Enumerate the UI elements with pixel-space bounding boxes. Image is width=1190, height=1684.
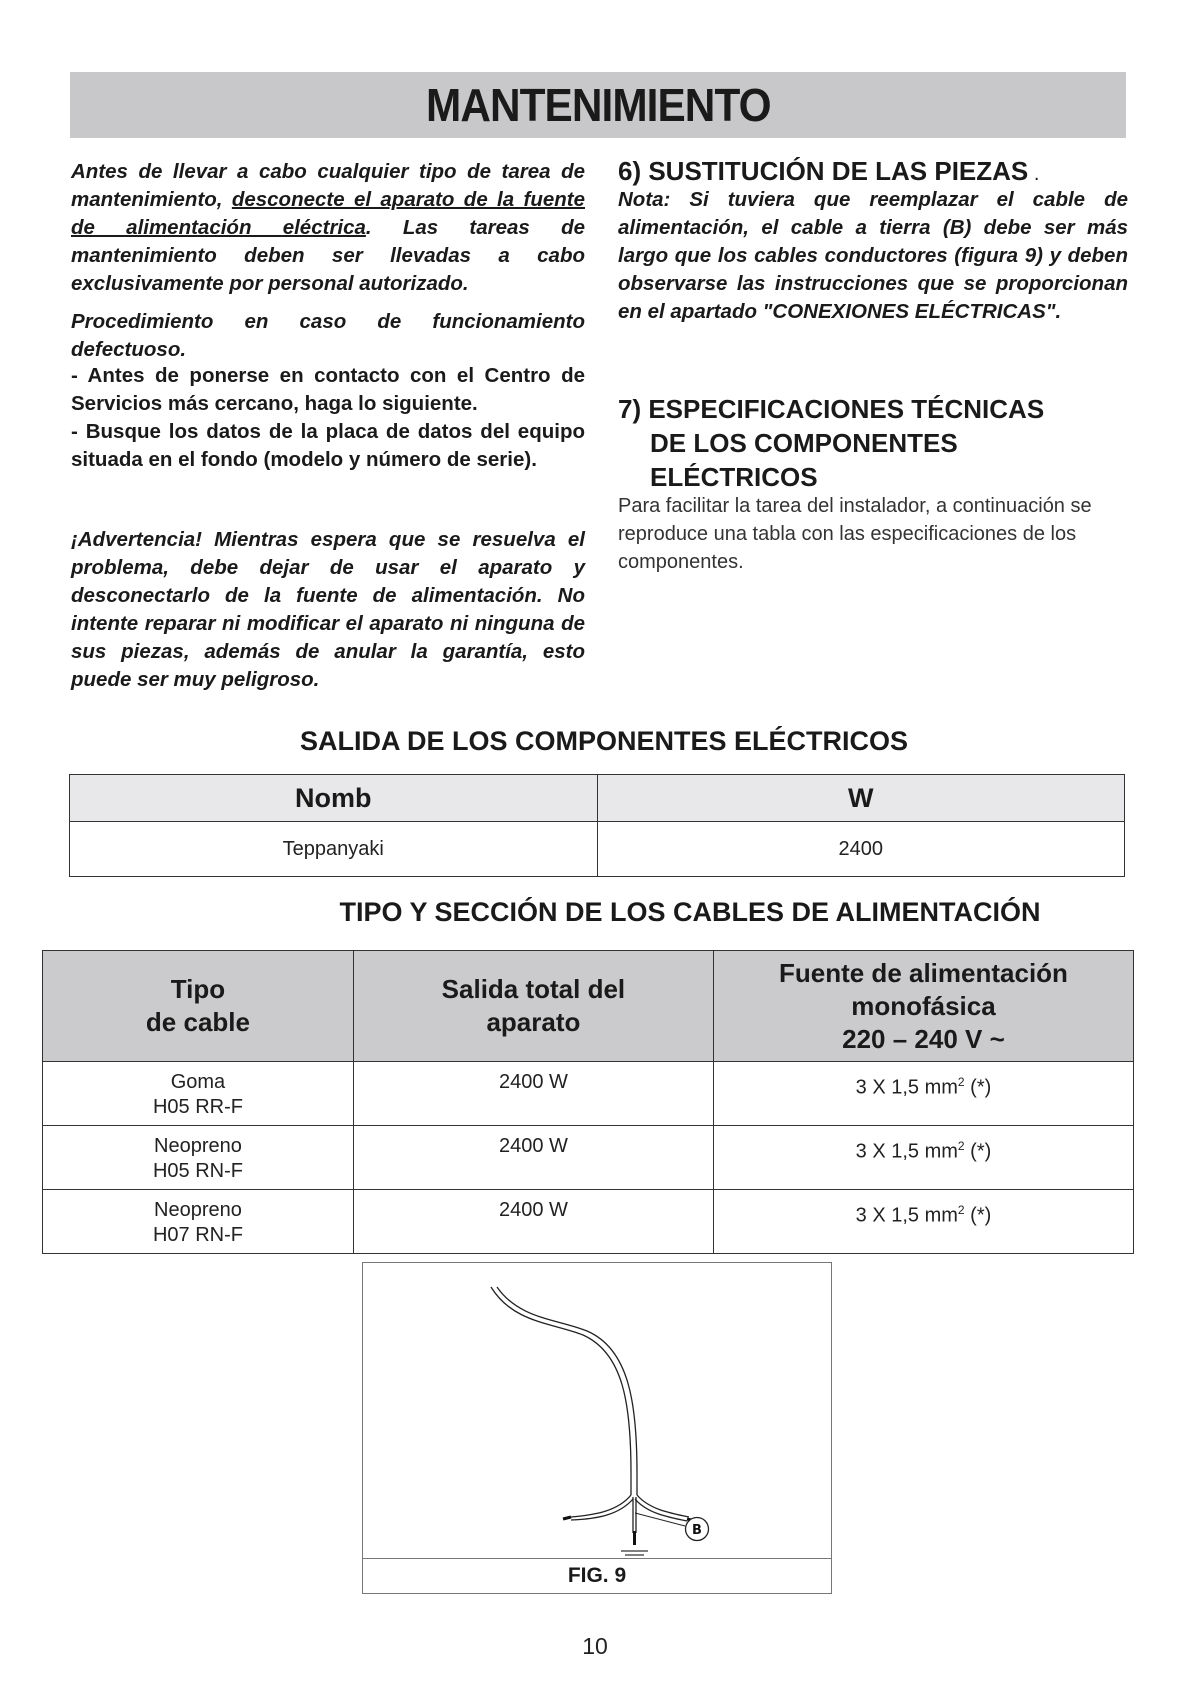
table-row [43, 1126, 1134, 1190]
components-table [69, 774, 1125, 877]
table-row [43, 1062, 1134, 1126]
warning-paragraph: ¡Advertencia! Mientras espera que se resuelva el problema, debe dejar de usar el aparato y desconectarlo de la fuente de alimentación. No intente reparar ni modificar el aparato ni ninguna de sus piezas, además de anular la garantía, esto puede ser muy peligroso. [71, 528, 585, 691]
cable-section: 3 X 1,5 $mm^2$ (*) [713, 1190, 1133, 1254]
cables-table-header [43, 951, 1134, 1062]
total-output: 2400 W [353, 1126, 713, 1190]
cable-type: Neopreno H05 RN-F [43, 1126, 354, 1190]
cable-section: 3 X 1,5 $mm^2$ (*) [713, 1126, 1133, 1190]
procedure-heading: Procedimiento en caso de funcionamiento defectuoso. [71, 310, 585, 361]
table-row [70, 822, 1125, 877]
components-table-title: SALIDA DE LOS COMPONENTES ELÉCTRICOS [299, 726, 909, 756]
total-output: 2400 W [353, 1062, 713, 1126]
figure-caption: FIG. 9 [363, 1558, 831, 1593]
column-header-watts: W [597, 775, 1125, 822]
column-header-cable-type: Tipo de cable [43, 951, 354, 1062]
intro-paragraph: Antes de llevar a cabo cualquier tipo de tarea de mantenimiento, desconecte el aparato de la fuente de alimentación eléctrica. Las tareas de mantenimiento deben ser llevadas a cabo exclusivamente por personal autorizado. [71, 160, 585, 295]
figure-9 [362, 1262, 832, 1594]
earth-cable-label-b: B [692, 1523, 702, 1538]
component-name: Teppanyaki [70, 822, 598, 877]
column-header-name: Nomb [70, 775, 598, 822]
column-header-total-output: Salida total del aparato [353, 951, 713, 1062]
page-title: MANTENIMIENTO [425, 79, 771, 131]
component-watts: 2400 [597, 822, 1125, 877]
section-7-heading: 7) ESPECIFICACIONES TÉCNICAS DE LOS COMPONENTES ELÉCTRICOS [618, 394, 1045, 492]
section-6-heading: 6) SUSTITUCIÓN DE LAS PIEZAS . [618, 156, 1040, 186]
section-6-note: Nota: Si tuviera que reemplazar el cable de alimentación, el cable a tierra (B) debe ser más largo que los cables conductores (figura 9) y deben observarse las instrucciones que se proporcionan en el apartado "CONEXIONES ELÉCTRICAS". [618, 188, 1128, 323]
cables-table [42, 950, 1134, 1254]
page-title-bar [70, 72, 1126, 138]
column-header-power-supply: Fuente de alimentación monofásica 220 – 240 V ~ [713, 951, 1133, 1062]
page-number: 10 [582, 1633, 608, 1659]
cable-type: Neopreno H07 RN-F [43, 1190, 354, 1254]
procedure-step-2: - Busque los datos de la placa de datos del equipo situada en el fondo (modelo y número de serie). [71, 420, 585, 471]
cable-type: Goma H05 RR-F [43, 1062, 354, 1126]
components-table-header [70, 775, 1125, 822]
cable-section: 3 X 1,5 $mm^2$ (*) [713, 1062, 1133, 1126]
power-cable-diagram-icon [363, 1263, 831, 1559]
cables-table-title: TIPO Y SECCIÓN DE LOS CABLES DE ALIMENTACIÓN [339, 897, 1041, 927]
total-output: 2400 W [353, 1190, 713, 1254]
procedure-step-1: - Antes de ponerse en contacto con el Centro de Servicios más cercano, haga lo siguiente. [71, 364, 585, 415]
table-row [43, 1190, 1134, 1254]
disconnect-warning-underlined: desconecte el aparato de la fuente de alimentación eléctrica [71, 188, 585, 239]
section-7-body: Para facilitar la tarea del instalador, a continuación se reproduce una tabla con las especificaciones de los componentes. [618, 495, 1092, 573]
